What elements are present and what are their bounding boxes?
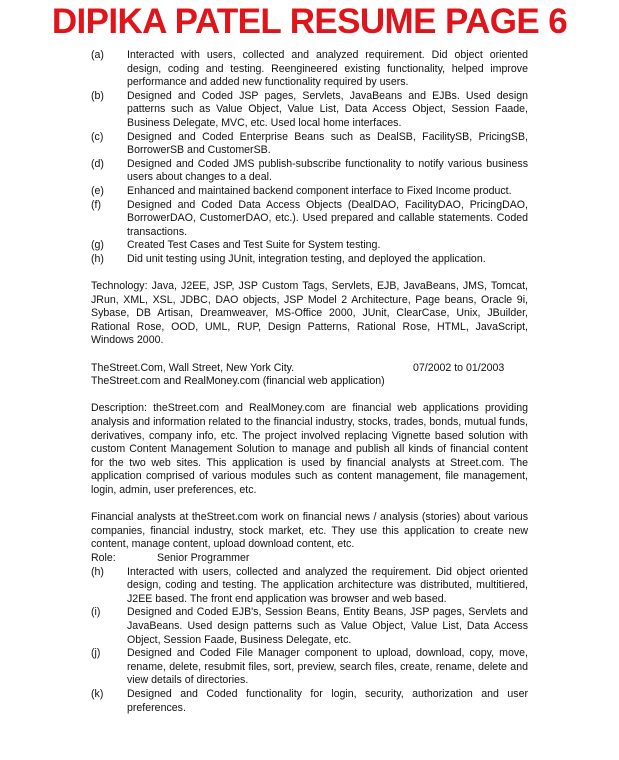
list-item-text: Designed and Coded JSP pages, Servlets, JavaBeans and EJBs. Used design patterns such as Value Object, Value List, Data Access Object, Session Faade, Business Delegate, MVC, etc. Used local home interfaces. xyxy=(127,89,528,129)
list-item-text: Interacted with users, collected and analyzed requirement. Did object oriented design, coding and testing. Reengineered existing functionality, helped improve performance and added new functionality required by users. xyxy=(127,49,528,89)
project-subtitle: TheStreet.com and RealMoney.com (financial web application) xyxy=(91,375,385,388)
job-header xyxy=(91,362,528,376)
spacer xyxy=(91,348,528,362)
list-item xyxy=(91,90,528,131)
list-marker: (d) xyxy=(91,157,104,170)
list-item-text: Designed and Coded Data Access Objects (DealDAO, FacilityDAO, PricingDAO, BorrowerDAO, CustomerDAO, etc.). Used prepared and callable statements. Coded transactions. xyxy=(127,198,528,238)
list-item-text: Designed and Coded functionality for login, security, authorization and user preferences. xyxy=(127,687,528,714)
list-item xyxy=(91,253,528,267)
list-item-text: Designed and Coded File Manager component to upload, download, copy, move, rename, delete, resubmit files, sort, preview, search files, create, rename, delete and view details of directories. xyxy=(127,647,528,687)
list-item xyxy=(91,239,528,253)
responsibilities-list-2 xyxy=(91,566,528,716)
description-paragraph: Description: theStreet.com and RealMoney.com are financial web applications providing analysis and information related to the financial industry, stocks, trades, bonds, mutual funds, derivatives, company info, etc. The project involved replacing Vignette based solution with custom Content Management Solution to manage and publish all kinds of financial content for the two web sites. This application is used by financial analysts at Street.com. The application comprised of various modules such as content management, file management, login, admin, user preferences, etc. xyxy=(91,402,528,496)
spacer xyxy=(91,498,528,512)
list-item xyxy=(91,185,528,199)
list-item-text: Designed and Coded JMS publish-subscribe functionality to notify various business users about changes to a deal. xyxy=(127,157,528,184)
responsibilities-list-1 xyxy=(91,49,528,267)
list-item xyxy=(91,647,528,688)
employment-dates: 07/2002 to 01/2003 xyxy=(413,361,505,374)
list-item-text: Enhanced and maintained backend component interface to Fixed Income product. xyxy=(127,184,512,197)
list-item xyxy=(91,566,528,607)
list-item xyxy=(91,199,528,240)
spacer xyxy=(91,267,528,281)
list-marker: (h) xyxy=(91,252,104,265)
list-item-text: Created Test Cases and Test Suite for System testing. xyxy=(127,239,381,252)
list-marker: (c) xyxy=(91,130,104,143)
list-item xyxy=(91,131,528,158)
list-marker: (h) xyxy=(91,565,104,578)
list-item xyxy=(91,49,528,90)
list-marker: (e) xyxy=(91,184,104,197)
spacer xyxy=(91,389,528,403)
list-item-text: Designed and Coded EJB's, Session Beans, Entity Beans, JSP pages, Servlets and JavaBeans. Used design patterns such as Value Object, Value List, Data Access Object, Session Faade, Business Delegate, etc. xyxy=(127,606,528,646)
list-marker: (a) xyxy=(91,49,104,61)
list-item-text: Interacted with users, collected and analyzed the requirement. Did object oriented design, coding and testing. The application architecture was distributed, multitiered, J2EE based. The front end application was browser and web based. xyxy=(127,565,528,605)
list-marker: (k) xyxy=(91,687,104,700)
list-item xyxy=(91,688,528,715)
list-marker: (g) xyxy=(91,239,104,252)
technology-paragraph: Technology: Java, J2EE, JSP, JSP Custom Tags, Servlets, EJB, JavaBeans, JMS, Tomcat, JRun, XML, XSL, JDBC, DAO objects, JSP Model 2 Architecture, Page beans, Oracle 9i, Sybase, DB Artisan, Dreamweaver, MS-Office 2000, JUnit, ClearCase, Unix, JBuilder, Rational Rose, OOD, UML, RUP, Design Patterns, Rational Rose, HTML, JavaScript, Windows 2000. xyxy=(91,280,528,347)
list-item-text: Did unit testing using JUnit, integration testing, and deployed the application. xyxy=(127,252,486,265)
role-line xyxy=(91,552,528,566)
list-item xyxy=(91,606,528,647)
analysts-paragraph: Financial analysts at theStreet.com work on financial news / analysis (stories) about various companies, financial industry, stock market, etc. They use this application to create new content, manage content, upload download content, etc. xyxy=(91,511,528,551)
role-label: Role: xyxy=(91,551,116,564)
role-value: Senior Programmer xyxy=(157,551,250,564)
list-item-text: Designed and Coded Enterprise Beans such as DealSB, FacilitySB, PricingSB, BorrowerSB and CustomerSB. xyxy=(127,130,528,157)
resume-banner-title: DIPIKA PATEL RESUME PAGE 6 xyxy=(51,2,568,41)
list-marker: (j) xyxy=(91,647,101,660)
list-marker: (f) xyxy=(91,198,101,211)
employer-name: TheStreet.Com, Wall Street, New York City. xyxy=(91,361,295,374)
list-marker: (i) xyxy=(91,606,101,619)
list-item xyxy=(91,158,528,185)
resume-page-body xyxy=(91,49,528,715)
list-marker: (b) xyxy=(91,89,104,102)
